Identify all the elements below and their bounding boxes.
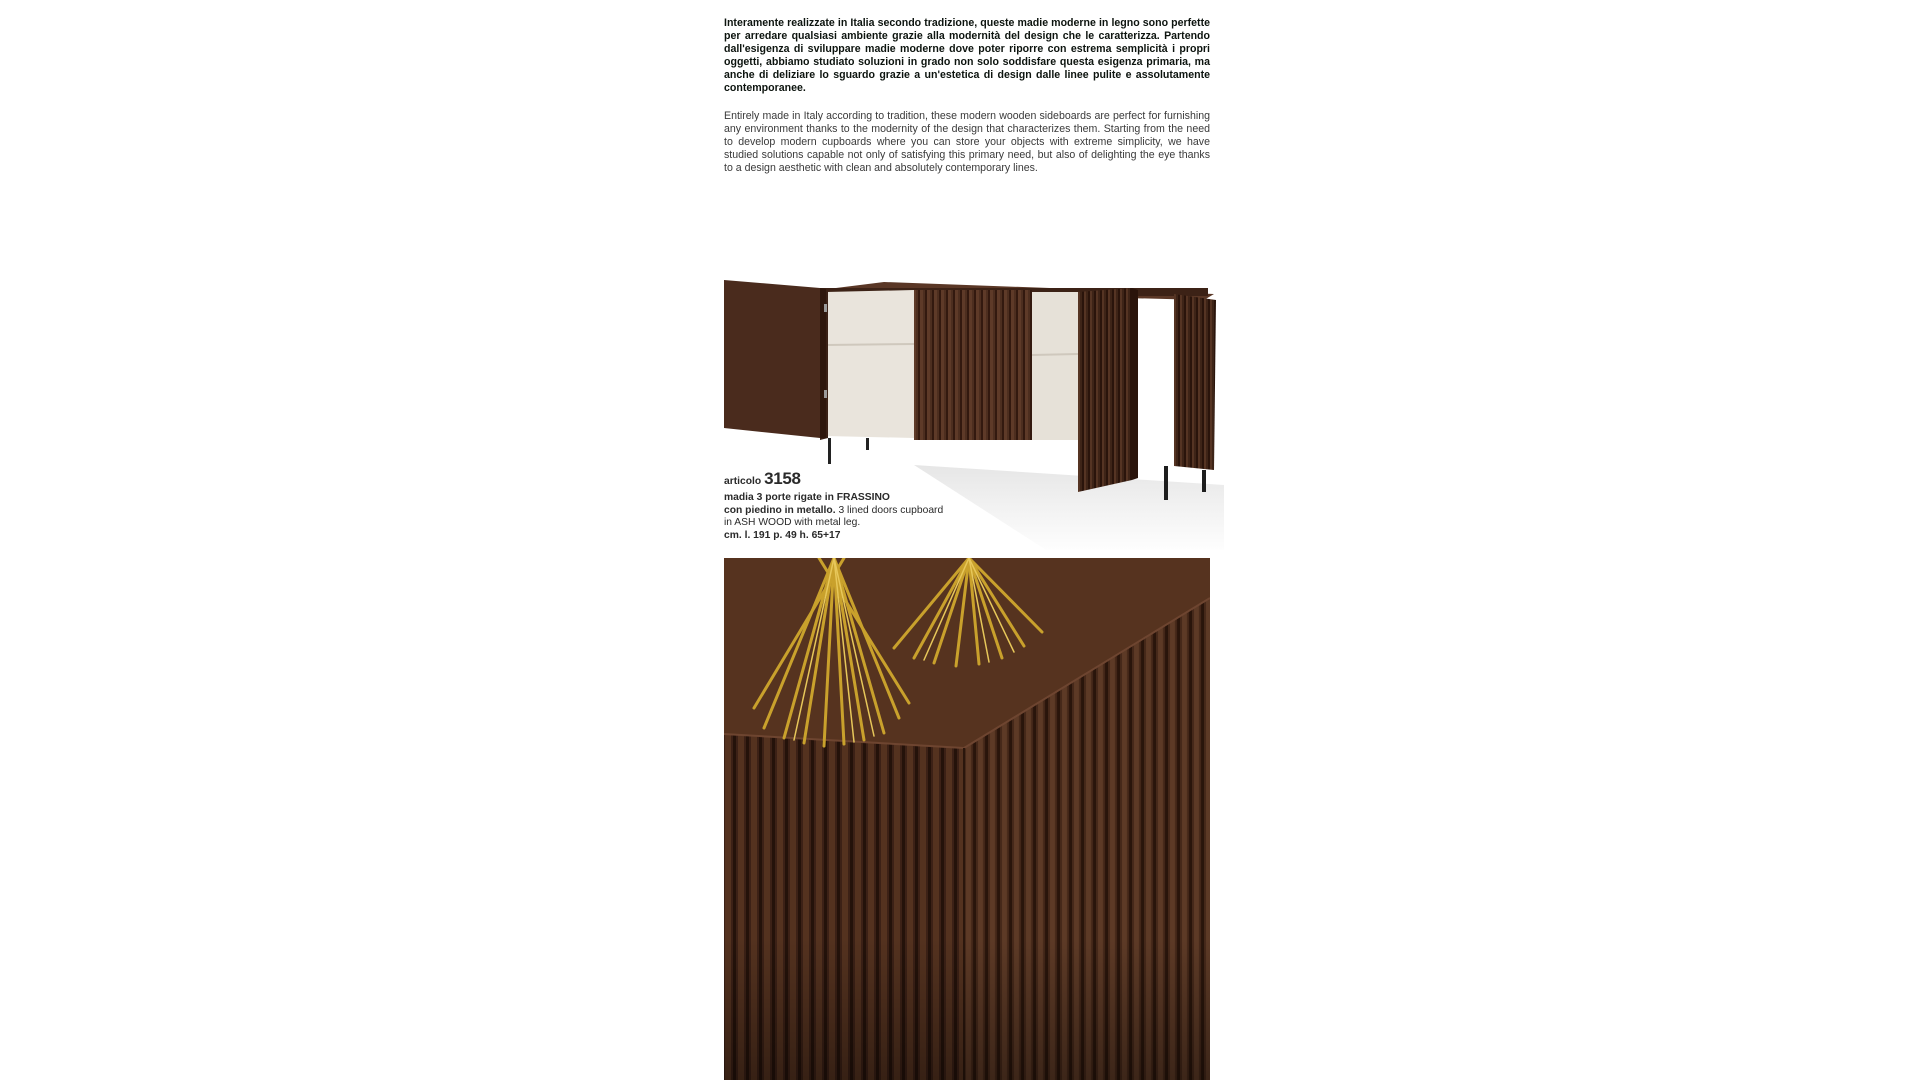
catalog-page bbox=[724, 0, 1210, 1080]
product-title-line-2 bbox=[724, 505, 1024, 518]
intro-english-paragraph: Entirely made in Italy according to tradition, these modern wooden sideboards are perfect for furnishing any environment thanks to the modernity of the design that characterizes them. Starting from the need to develop modern cupboards where you can store your objects with extreme simplicity, we have studied solutions capable not only of satisfying this primary need, but also of delighting the eye thanks to a design aesthetic with clean and absolutely contemporary lines. bbox=[724, 110, 1210, 175]
product-dimensions: cm. l. 191 p. 49 h. 65+17 bbox=[724, 529, 841, 541]
product-title-english-2: in ASH WOOD with metal leg. bbox=[724, 517, 861, 529]
product-title-english-1: 3 lined doors cupboard bbox=[838, 504, 944, 516]
article-number: 3158 bbox=[764, 469, 801, 488]
product-title-italian-1: madia 3 porte rigate in FRASSINO bbox=[724, 492, 890, 503]
product-title-italian-2: con piedino in metallo. bbox=[724, 504, 836, 516]
article-line bbox=[724, 469, 1024, 492]
intro-italian-paragraph: Interamente realizzate in Italia secondo tradizione, queste madie moderne in legno sono perfette per arredare qualsiasi ambiente grazie alla modernità del design che le caratterizza. Partendo dall'esigenza di sviluppare madie moderne dove poter riporre con estrema semplicità i propri oggetti, abbiamo studiato soluzioni in grado non solo soddisfare questa esigenza primaria, ma anche di deliziare lo sguardo grazie a un'estetica di design dalle linee pulite e assolutamente contemporanee. bbox=[724, 17, 1210, 95]
wood-detail-photo bbox=[724, 558, 1210, 1080]
article-label: articolo bbox=[724, 476, 762, 487]
product-caption bbox=[724, 469, 1024, 542]
